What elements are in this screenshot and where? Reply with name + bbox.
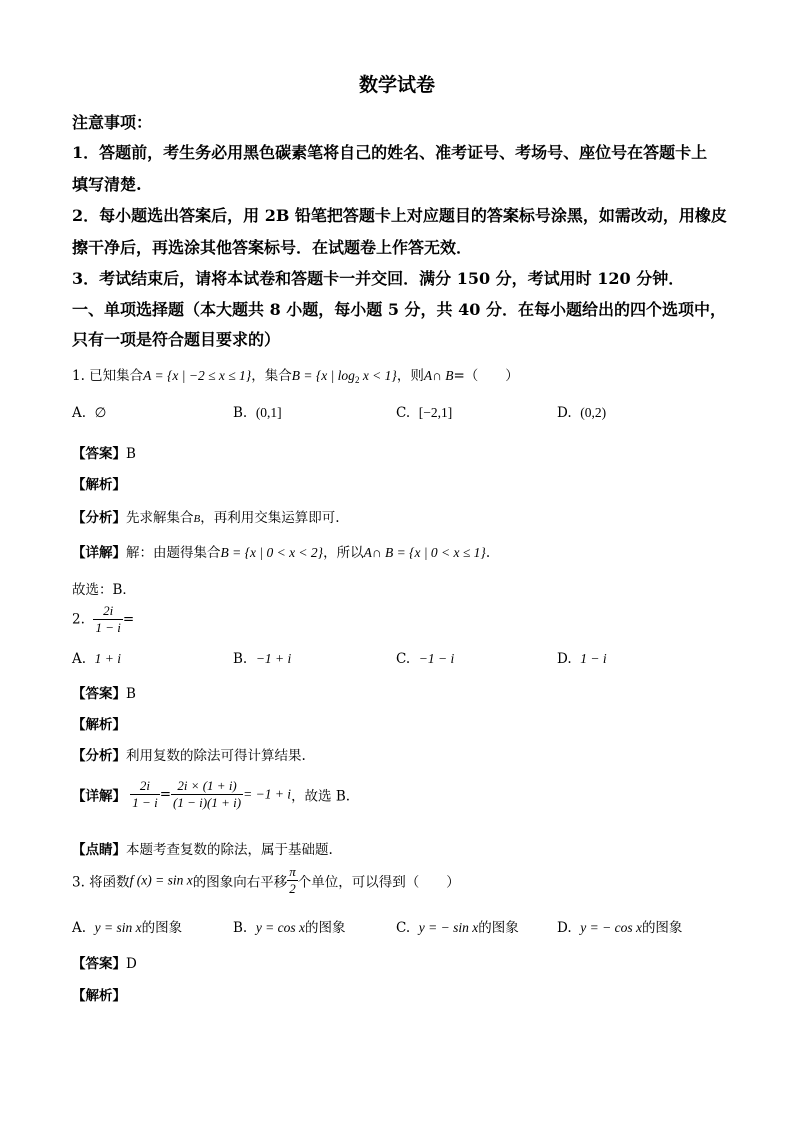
q2-option-d: D. 1 − i [557,651,607,667]
q3-option-c: C. y = − sin x的图象 [396,920,519,936]
q1-ask: ，则 [396,368,424,384]
q1-choose: 故选：B． [72,582,136,598]
q3-stem: 3. 将函数f (x) = sin x的图象向右平移 $\frac{\pi}{2}$ 个单位，可以得到（ ） [72,864,460,896]
q1-option-a: A. ∅ [72,405,107,421]
q1-option-d: D. (0,2) [557,405,607,421]
q3-option-d: D. y = − cos x的图象 [557,920,683,936]
q2-analysis-label: 【解析】 [72,717,126,733]
q1-prefix: 1. 已知集合 [72,368,144,384]
q3-analysis-label: 【解析】 [72,988,126,1004]
q3-answer: 【答案】D [72,956,137,972]
q1-mid: ，集合 [251,368,292,384]
notice-heading: 注意事项： [72,113,153,132]
q1-set-a: A = {x | −2 ≤ x ≤ 1} [143,368,252,383]
notice-line-1: 1．答题前，考生务必用黑色碳素笔将自己的姓名、准考证号、考场号、座位号在答题卡上 [72,143,708,162]
q2-option-a: A. 1 + i [72,651,122,667]
notice-line-2: 2．每小题选出答案后，用 2B 铅笔把答题卡上对应题目的答案标号涂黑，如需改动，用橡皮 [72,206,727,225]
q2-option-c: C. −1 − i [396,651,455,667]
q2-fraction: $\frac{2i}{1 - i}$ [95,603,121,635]
q3-fraction: $\frac{\pi}{2}$ [289,864,296,896]
q2-dianjing: 【点睛】本题考查复数的除法，属于基础题. [72,842,333,858]
q1-set-b: B = {x | $\log_2 x < 1$} [291,368,397,385]
q2-fenxi: 【分析】利用复数的除法可得计算结果. [72,748,306,764]
q2-detail-frac-2: $\frac{2i \times (1 + i)}{(1 - i)(1 + i)}$ [173,778,242,810]
q1-answer: 【答案】B [72,446,136,462]
q1-option-b: B. (0,1] [233,405,282,421]
q3-option-b: B. y = cos x的图象 [233,920,346,936]
page-title: 数学试卷 [358,74,435,96]
q3-option-a: A. y = sin x的图象 [72,920,183,936]
section-heading-line-2: 只有一项是符合题目要求的） [72,330,281,349]
q1-detail: 【详解】解：由题得集合B = {x | 0 < x < 2}，所以A∩ B = {x | 0 < x ≤ 1}. [72,545,491,561]
q1-end: =（ ） [453,368,519,384]
q1-fenxi: 【分析】先求解集合B，再利用交集运算即可. [72,510,340,526]
q1-expr: A∩ B [423,368,454,383]
notice-line-3: 3．考试结束后，请将本试卷和答题卡一并交回．满分 150 分，考试用时 120 分钟． [72,269,685,288]
q2-detail-frac-1: $\frac{2i}{1 - i}$ [132,778,158,810]
q1-analysis-label: 【解析】 [72,477,126,493]
q1-stem [72,364,519,385]
q1-option-c: C. [−2,1] [396,405,453,421]
notice-line-2b: 擦干净后，再选涂其他答案标号．在试题卷上作答无效． [72,238,473,257]
q2-answer: 【答案】B [72,686,136,702]
q2-stem: 2. $\frac{2i}{1 - i}$ = [72,603,135,635]
notice-line-1b: 填写清楚. [72,175,142,194]
q2-option-b: B. −1 + i [233,651,292,667]
section-heading-line-1: 一、单项选择题（本大题共 8 小题，每小题 5 分，共 40 分．在每小题给出的四个选项中， [72,300,726,319]
q2-detail: 【详解】 $\frac{2i}{1 - i}$ = $\frac{2i \times (1 + i)}{(1 - i)(1 + i)}$ = −1 + i，故选 B. [72,778,351,810]
